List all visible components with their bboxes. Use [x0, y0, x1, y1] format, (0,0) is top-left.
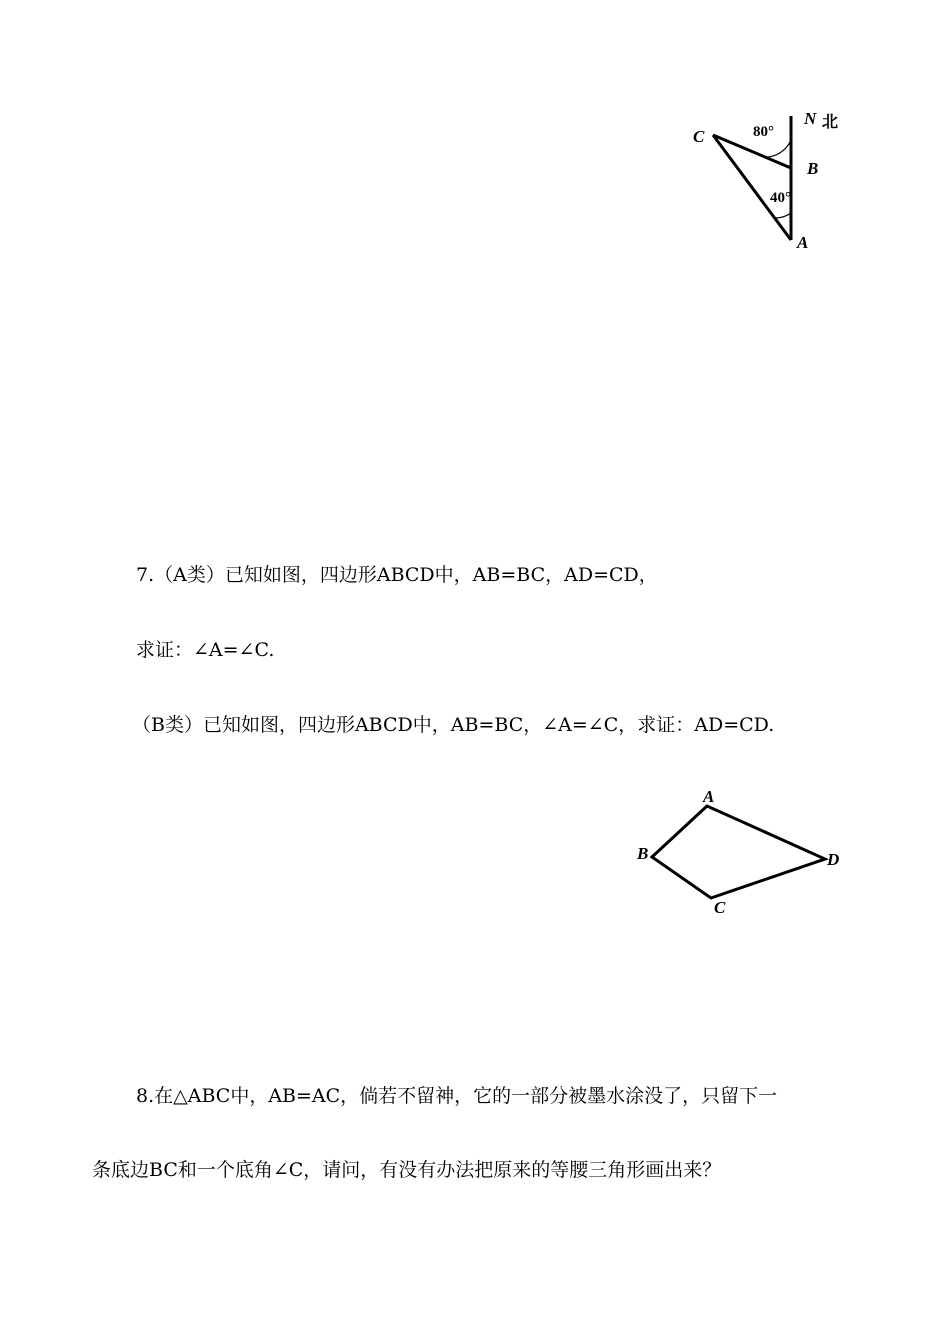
label-n: N: [804, 109, 817, 128]
q8-line-1: 8.在△ABC中，AB=AC，倘若不留神，它的一部分被墨水涂没了，只留下一: [136, 1085, 778, 1107]
angle-arc-40: [775, 213, 791, 218]
quadrilateral-figure: [630, 780, 850, 925]
q7-a-statement: 7.（A类）已知如图，四边形ABCD中，AB=BC，AD=CD，: [136, 564, 658, 586]
quadrilateral-abcd: [652, 806, 825, 898]
label-c: C: [693, 127, 705, 146]
angle-80-label: 80°: [753, 124, 774, 140]
label-a: A: [703, 787, 715, 806]
q8-line-2: 条底边BC和一个底角∠C，请问，有没有办法把原来的等腰三角形画出来？: [92, 1159, 722, 1181]
label-north: 北: [822, 112, 839, 131]
label-b: B: [637, 844, 649, 863]
label-a: A: [797, 233, 809, 252]
label-c: C: [714, 898, 726, 917]
angle-40-label: 40°: [770, 190, 791, 206]
label-b: B: [807, 159, 819, 178]
label-d: D: [827, 850, 840, 869]
q7-b-statement: （B类）已知如图，四边形ABCD中，AB=BC，∠A=∠C，求证：AD=CD.: [132, 714, 775, 736]
bearing-triangle-figure: [680, 100, 860, 260]
angle-arc-80: [764, 140, 791, 157]
q7-a-prove: 求证：∠A=∠C.: [136, 639, 275, 661]
